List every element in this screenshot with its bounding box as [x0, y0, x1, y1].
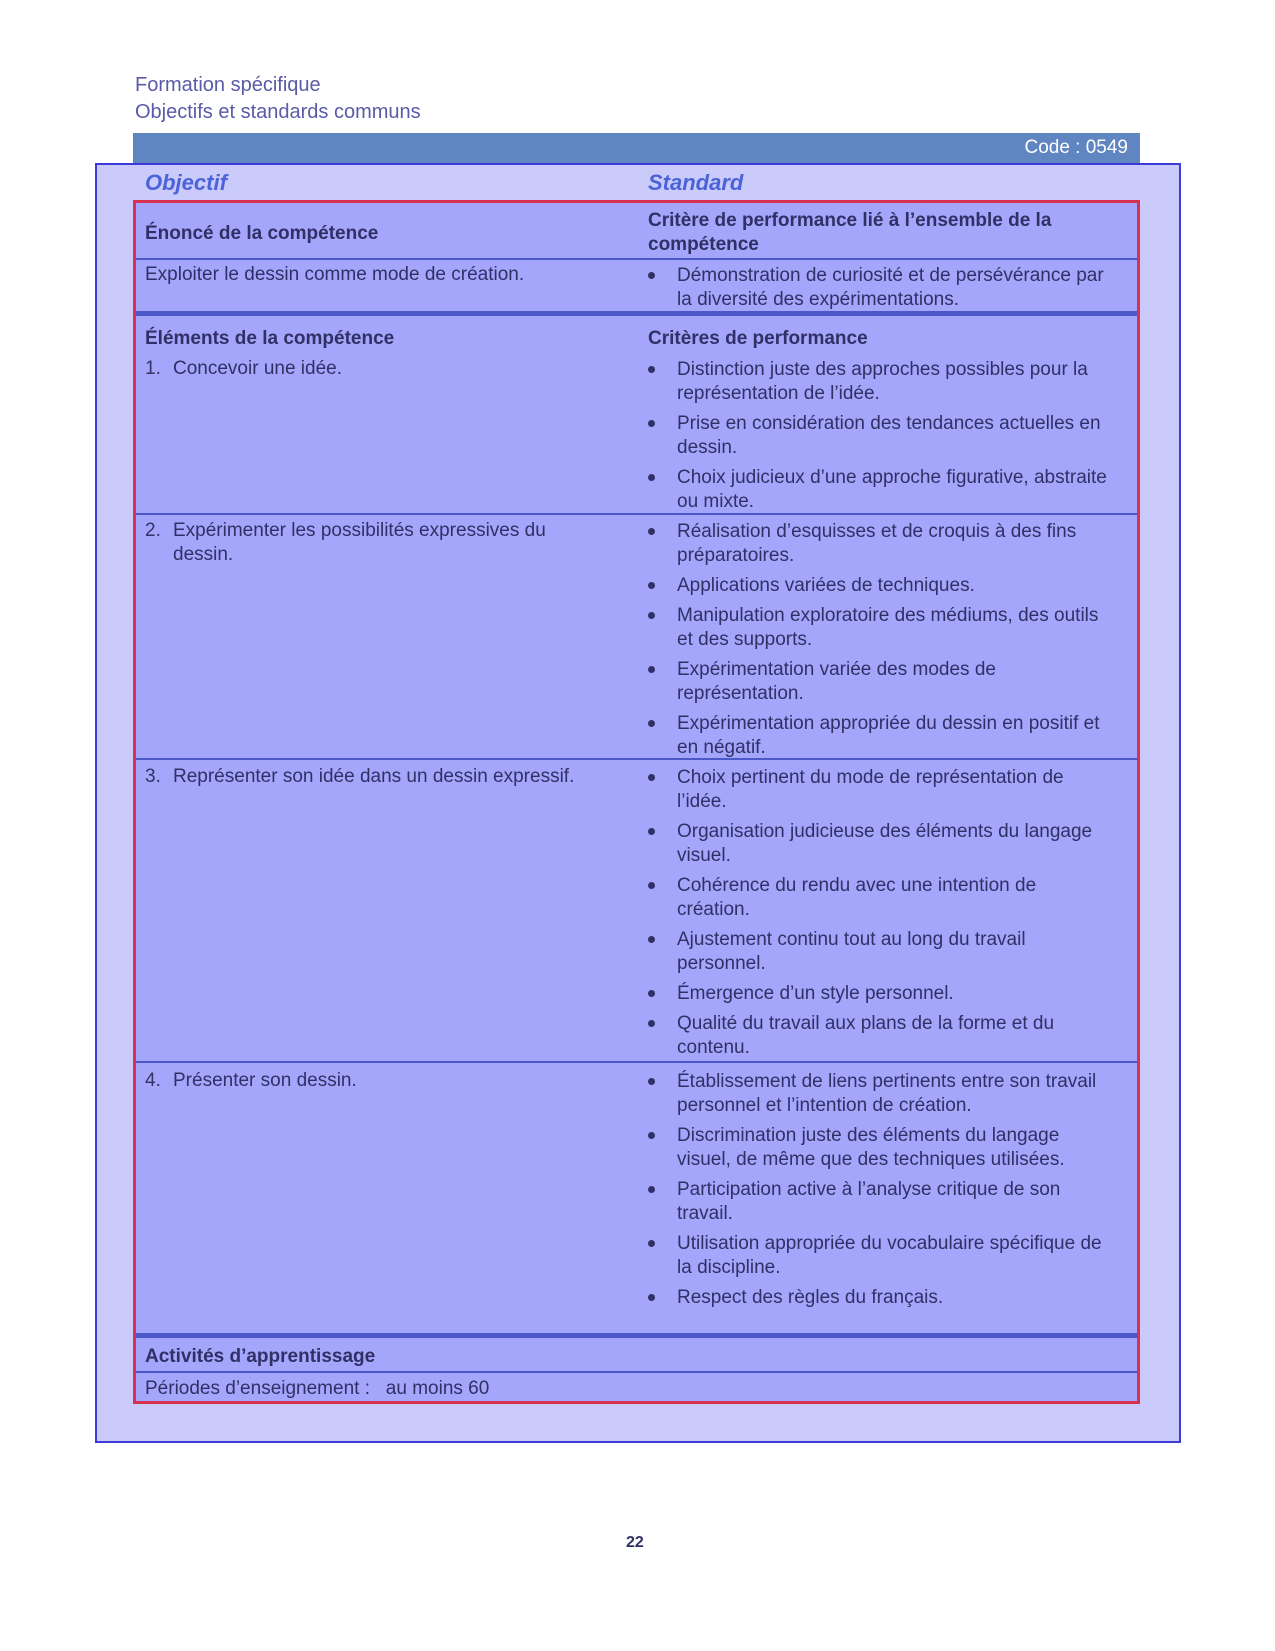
- criteria-list: [648, 766, 1108, 1066]
- section-divider: [136, 311, 1137, 316]
- criterion-item: Expérimentation variée des modes de représentation.: [648, 658, 1108, 706]
- enonce-heading: Énoncé de la compétence: [145, 223, 379, 244]
- element-text: Représenter son idée dans un dessin expressif.: [173, 766, 575, 787]
- criterion-item: Cohérence du rendu avec une intention de création.: [648, 874, 1108, 922]
- criterion-item: Établissement de liens pertinents entre son travail personnel et l’intention de création.: [648, 1070, 1108, 1118]
- criterion-item: Ajustement continu tout au long du travail personnel.: [648, 928, 1108, 976]
- code-bar: [133, 133, 1140, 163]
- global-criteria-list: [648, 264, 1108, 318]
- criterion-item: Discrimination juste des éléments du langage visuel, de même que des techniques utilisées.: [648, 1124, 1108, 1172]
- criterion-item: Réalisation d’esquisses et de croquis à des fins préparatoires.: [648, 520, 1108, 568]
- criteres-heading: Critères de performance: [648, 328, 868, 349]
- element-number: 2.: [145, 520, 161, 541]
- criterion-item: Organisation judicieuse des éléments du langage visuel.: [648, 820, 1108, 868]
- criteria-list: [648, 520, 1108, 766]
- section-divider: [136, 1333, 1137, 1338]
- criterion-item: Prise en considération des tendances actuelles en dessin.: [648, 412, 1108, 460]
- critere-heading: Critère de performance lié à l’ensemble de la compétence: [648, 210, 1052, 255]
- activities-heading: Activités d’apprentissage: [145, 1346, 376, 1367]
- element-number: 1.: [145, 358, 161, 379]
- criteria-list: [648, 358, 1108, 520]
- page-number: 22: [626, 1534, 644, 1551]
- element-text: Concevoir une idée.: [173, 358, 342, 379]
- row-divider: [136, 1371, 1137, 1373]
- criteria-list: [648, 1070, 1108, 1316]
- row-divider: [136, 258, 1137, 260]
- row-divider: [136, 758, 1137, 760]
- criterion-item: Expérimentation appropriée du dessin en positif et en négatif.: [648, 712, 1108, 760]
- teaching-periods: Périodes d’enseignement : au moins 60: [145, 1378, 490, 1399]
- program-title: Formation spécifique: [135, 74, 321, 96]
- element-text: Présenter son dessin.: [173, 1070, 357, 1091]
- objectif-column-label: Objectif: [145, 170, 227, 195]
- competence-statement: Exploiter le dessin comme mode de création.: [145, 264, 525, 285]
- element-text: Expérimenter les possibilités expressives du dessin.: [173, 520, 546, 565]
- row-divider: [136, 513, 1137, 515]
- elements-heading: Éléments de la compétence: [145, 328, 395, 349]
- element-number: 4.: [145, 1070, 161, 1091]
- criterion-item: Choix judicieux d’une approche figurative, abstraite ou mixte.: [648, 466, 1108, 514]
- competence-table: [133, 200, 1140, 1404]
- criterion-item: Applications variées de techniques.: [648, 574, 1108, 598]
- course-code: Code : 0549: [1024, 137, 1128, 158]
- criterion-item: Distinction juste des approches possibles pour la représentation de l’idée.: [648, 358, 1108, 406]
- criterion-item: Utilisation appropriée du vocabulaire spécifique de la discipline.: [648, 1232, 1108, 1280]
- element-number: 3.: [145, 766, 161, 787]
- criterion-item: Respect des règles du français.: [648, 1286, 1108, 1310]
- criterion-item: Manipulation exploratoire des médiums, des outils et des supports.: [648, 604, 1108, 652]
- criterion-item: Démonstration de curiosité et de persévérance par la diversité des expérimentations.: [648, 264, 1108, 312]
- section-title: Objectifs et standards communs: [135, 101, 421, 123]
- row-divider: [136, 1061, 1137, 1063]
- standard-column-label: Standard: [648, 170, 744, 195]
- criterion-item: Participation active à l’analyse critique de son travail.: [648, 1178, 1108, 1226]
- criterion-item: Émergence d’un style personnel.: [648, 982, 1108, 1006]
- criterion-item: Choix pertinent du mode de représentation de l’idée.: [648, 766, 1108, 814]
- criterion-item: Qualité du travail aux plans de la forme et du contenu.: [648, 1012, 1108, 1060]
